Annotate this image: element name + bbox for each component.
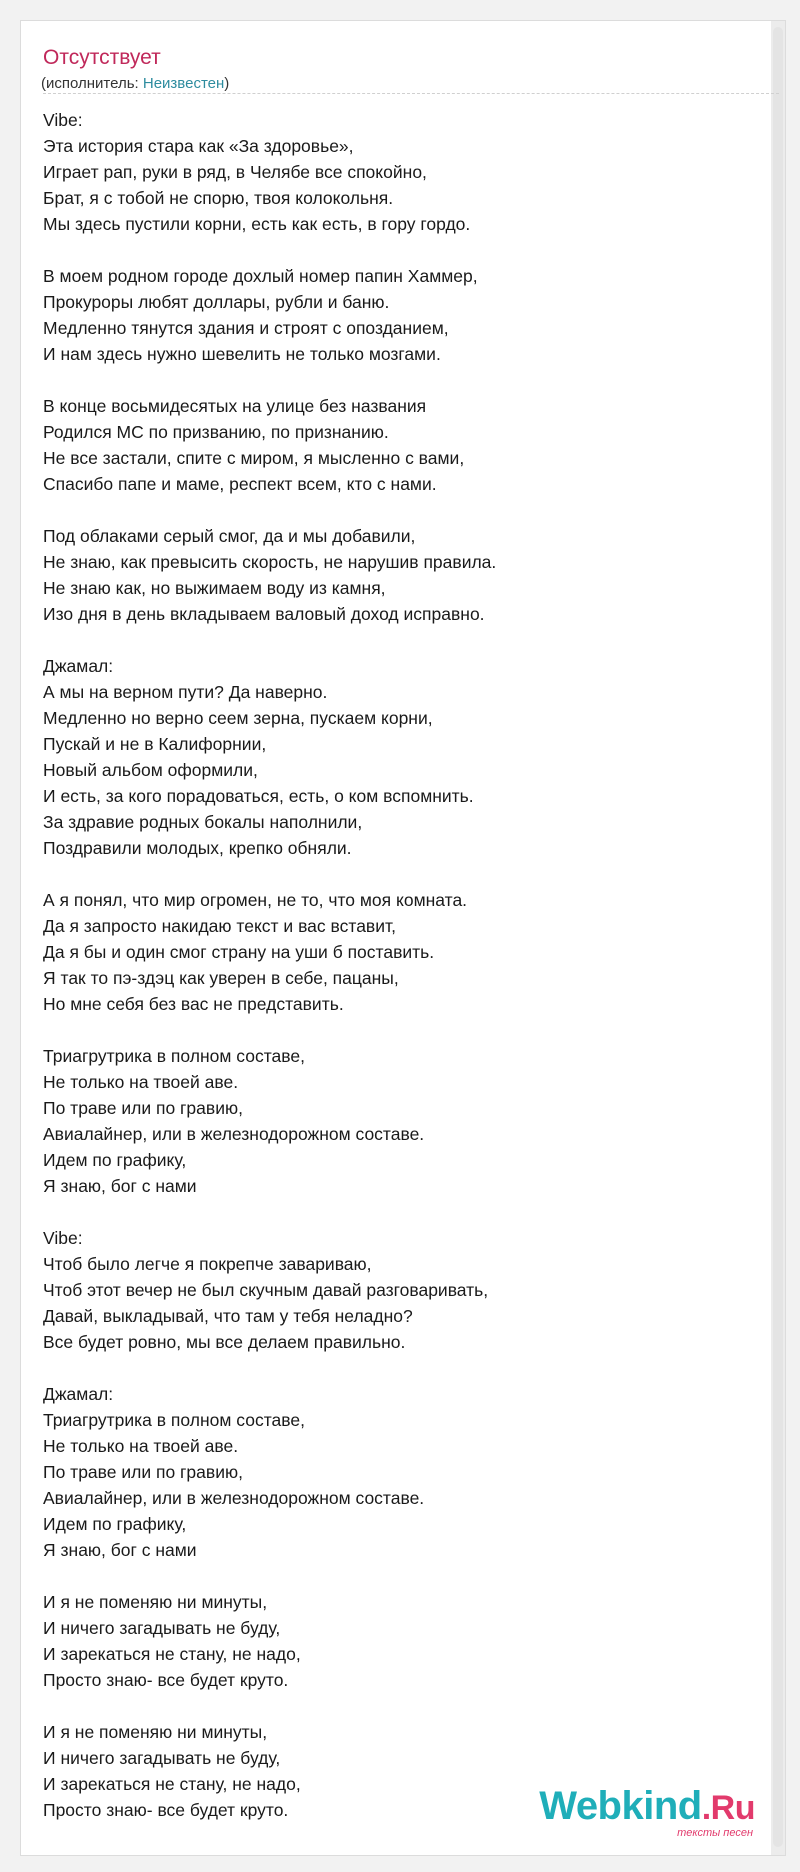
lyric-line: Спасибо папе и маме, респект всем, кто с нами. xyxy=(43,474,437,494)
lyric-line: В конце восьмидесятых на улице без названия xyxy=(43,396,427,416)
lyric-line: Изо дня в день вкладываем валовый доход исправно. xyxy=(43,604,485,624)
scrollbar-thumb[interactable] xyxy=(773,27,783,1847)
logo-tagline: тексты песен xyxy=(677,1827,753,1839)
lyric-line: Прокуроры любят доллары, рубли и баню. xyxy=(43,292,390,312)
lyric-line: Играет рап, руки в ряд, в Челябе все спокойно, xyxy=(43,162,427,182)
lyric-line: Эта история стара как «За здоровье», xyxy=(43,136,354,156)
lyric-line: И есть, за кого порадоваться, есть, о ком вспомнить. xyxy=(43,786,474,806)
subtitle-prefix: (исполнитель: xyxy=(41,75,143,92)
lyric-line: Просто знаю- все будет круто. xyxy=(43,1800,289,1820)
lyric-blank-line xyxy=(43,1355,763,1381)
artist-link[interactable]: Неизвестен xyxy=(142,75,225,92)
lyric-line: Медленно но верно сеем зерна, пускаем корни, xyxy=(43,708,433,728)
lyric-line: И я не поменяю ни минуты, xyxy=(43,1722,268,1742)
lyric-line: И нам здесь нужно шевелить не только мозгами. xyxy=(43,344,441,364)
site-logo[interactable] xyxy=(539,1785,755,1839)
lyric-line: И ничего загадывать не буду, xyxy=(43,1618,281,1638)
lyric-line: Все будет ровно, мы все делаем правильно. xyxy=(43,1332,406,1352)
lyric-line: Медленно тянутся здания и строят с опозданием, xyxy=(43,318,449,338)
lyric-line: И зарекаться не стану, не надо, xyxy=(43,1774,301,1794)
lyric-line: По траве или по гравию, xyxy=(43,1462,243,1482)
subtitle-suffix: ) xyxy=(224,75,230,92)
lyric-line: Триагрутрика в полном составе, xyxy=(43,1046,305,1066)
lyric-line: Не только на твоей аве. xyxy=(43,1436,239,1456)
lyric-line: Я знаю, бог с нами xyxy=(43,1176,197,1196)
lyrics-card xyxy=(20,20,786,1856)
lyric-line: Мы здесь пустили корни, есть как есть, в гору гордо. xyxy=(43,214,471,234)
lyric-line: Родился МС по призванию, по признанию. xyxy=(43,422,389,442)
lyric-line: Под облаками серый смог, да и мы добавили, xyxy=(43,526,416,546)
lyric-line: Идем по графику, xyxy=(43,1150,187,1170)
logo-tld: .Ru xyxy=(701,1789,755,1827)
lyric-line: Авиалайнер, или в железнодорожном составе. xyxy=(43,1124,425,1144)
lyric-blank-line xyxy=(43,237,763,263)
lyric-blank-line xyxy=(43,1563,763,1589)
lyric-blank-line xyxy=(43,627,763,653)
lyric-line: В моем родном городе дохлый номер папин Хаммер, xyxy=(43,266,478,286)
lyric-line: И я не поменяю ни минуты, xyxy=(43,1592,268,1612)
lyric-line: Давай, выкладывай, что там у тебя неладно? xyxy=(43,1306,413,1326)
lyric-line: Идем по графику, xyxy=(43,1514,187,1534)
lyric-line: И зарекаться не стану, не надо, xyxy=(43,1644,301,1664)
song-title: Отсутствует xyxy=(43,46,161,69)
lyric-line: Я так то пэ-здэц как уверен в себе, пацаны, xyxy=(43,968,399,988)
logo-wordmark xyxy=(539,1785,755,1829)
lyric-blank-line xyxy=(43,1199,763,1225)
lyric-line: А мы на верном пути? Да наверно. xyxy=(43,682,328,702)
lyrics-text xyxy=(43,107,763,1823)
lyric-line: Не все застали, спите с миром, я мысленно с вами, xyxy=(43,448,465,468)
scrollbar-track[interactable] xyxy=(771,21,785,1855)
lyric-blank-line xyxy=(43,497,763,523)
lyric-line: А я понял, что мир огромен, не то, что моя комната. xyxy=(43,890,468,910)
lyric-line: Vibe: xyxy=(43,110,83,130)
lyric-line: За здравие родных бокалы наполнили, xyxy=(43,812,363,832)
header-divider xyxy=(43,93,779,94)
lyric-line: Авиалайнер, или в железнодорожном составе. xyxy=(43,1488,425,1508)
lyric-line: Брат, я с тобой не спорю, твоя колокольня. xyxy=(43,188,394,208)
lyric-line: Не знаю, как превысить скорость, не нарушив правила. xyxy=(43,552,497,572)
song-subtitle xyxy=(41,73,229,95)
lyric-line: Чтоб было легче я покрепче завариваю, xyxy=(43,1254,372,1274)
lyric-line: Поздравили молодых, крепко обняли. xyxy=(43,838,352,858)
lyric-blank-line xyxy=(43,861,763,887)
lyric-line: Чтоб этот вечер не был скучным давай разговаривать, xyxy=(43,1280,489,1300)
lyric-line: Да я бы и один смог страну на уши б поставить. xyxy=(43,942,435,962)
lyric-line: Vibe: xyxy=(43,1228,83,1248)
lyric-line: По траве или по гравию, xyxy=(43,1098,243,1118)
lyric-line: Джамал: xyxy=(43,1384,114,1404)
lyric-blank-line xyxy=(43,367,763,393)
logo-brand: Webkind xyxy=(539,1784,702,1828)
lyric-line: Я знаю, бог с нами xyxy=(43,1540,197,1560)
lyric-line: Да я запросто накидаю текст и вас вставит, xyxy=(43,916,396,936)
lyric-blank-line xyxy=(43,1693,763,1719)
lyric-line: Просто знаю- все будет круто. xyxy=(43,1670,289,1690)
lyric-line: Триагрутрика в полном составе, xyxy=(43,1410,305,1430)
lyric-line: Пускай и не в Калифорнии, xyxy=(43,734,267,754)
lyric-blank-line xyxy=(43,1017,763,1043)
lyric-line: Но мне себя без вас не представить. xyxy=(43,994,344,1014)
lyric-line: И ничего загадывать не буду, xyxy=(43,1748,281,1768)
lyric-line: Джамал: xyxy=(43,656,114,676)
lyric-line: Не знаю как, но выжимаем воду из камня, xyxy=(43,578,386,598)
lyric-line: Новый альбом оформили, xyxy=(43,760,258,780)
lyric-line: Не только на твоей аве. xyxy=(43,1072,239,1092)
